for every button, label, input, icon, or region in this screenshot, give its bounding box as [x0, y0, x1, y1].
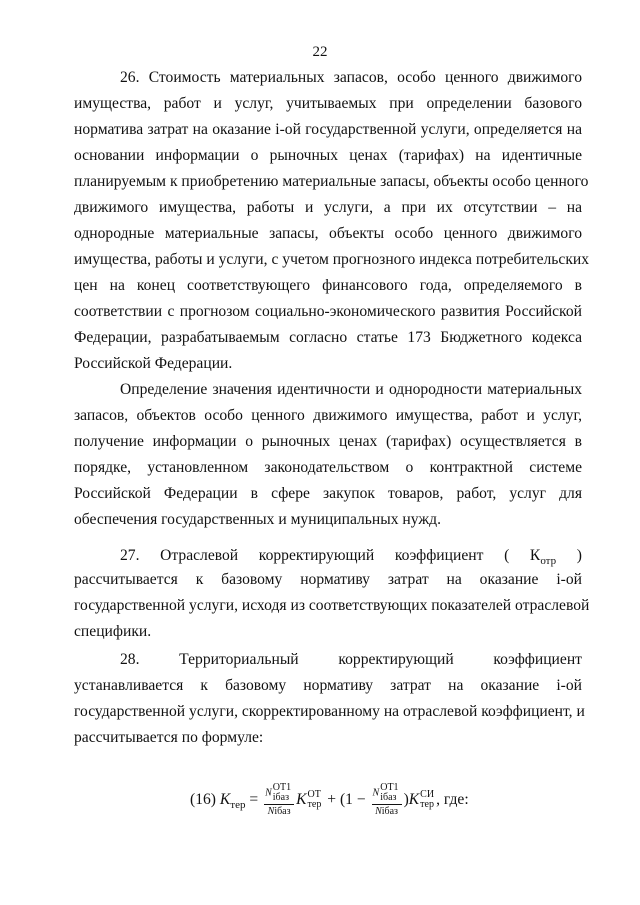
text-line: обеспечения государственных и муниципальных нужд. [74, 511, 441, 528]
formula-fraction-1: N ОТ1 iбаз Niбаз [264, 783, 294, 817]
text-line: норматива затрат на оказание i-ой государственной услуги, определяется на [74, 121, 582, 138]
text-line: имущества, работы и услуги, с учетом прогнозного индекса потребительских [74, 251, 590, 268]
formula-plus-one-minus: + (1 − [327, 791, 366, 808]
para-27-close: ) [576, 547, 582, 564]
page-number: 22 [312, 44, 328, 60]
formula-k-ot: K [296, 791, 307, 808]
text-line: государственной услуги, исходя из соответствующих показателей отраслевой [74, 597, 590, 614]
formula-k-ter: $K_{тер}$ [219, 790, 246, 811]
text-line: Российской Федерации в сфере закупок товаров, работ, услуг для [74, 485, 582, 502]
text-line: Определение значения идентичности и однородности материальных [120, 381, 582, 398]
text-line: цен на конец соответствующего финансового года, определяемого в [74, 277, 582, 294]
text-line: запасов, объектов особо ценного движимого имущества, работ и услуг, [74, 407, 582, 424]
text-line: рассчитывается по формуле: [74, 729, 264, 746]
text-line: планируемым к приобретению материальные запасы, объекты особо ценного [74, 173, 589, 190]
para-27-first-line [120, 546, 582, 567]
text-line: движимого имущества, работы и услуги, а при их отсутствии – на [74, 199, 582, 216]
formula-close-paren: ) [403, 791, 409, 808]
text-line: соответствии с прогнозом социально-экономического развития Российской [74, 303, 582, 320]
text-line: имущества, работ и услуг, учитываемых при определении базового [74, 95, 582, 112]
para-27-lead: 27. Отраслевой корректирующий коэффициент ( [120, 547, 510, 564]
text-line: получение информации о рыночных ценах (тарифах) осуществляется в [74, 433, 582, 450]
formula-k-si: K [408, 791, 420, 808]
formula-label: (16) [190, 791, 216, 808]
text-line: 26. Стоимость материальных запасов, особо ценного движимого [120, 69, 582, 86]
formula-equals: = [249, 791, 259, 808]
text-line: рассчитывается к базовому нормативу затрат на оказание i-ой [74, 571, 582, 588]
text-line: Федерации, разрабатываемым согласно статье 173 Бюджетного кодекса [74, 329, 582, 346]
text-line: однородные материальные запасы, объекты особо ценного движимого [74, 225, 582, 242]
text-line: Российской Федерации. [74, 355, 233, 372]
text-line: основании информации о рыночных ценах (тарифах) на идентичные [74, 147, 582, 164]
k-otr-symbol: $К_{отр}$ [529, 547, 557, 567]
text-line: порядке, установленном законодательством о контрактной системе [74, 459, 582, 476]
formula-k-ot-indices: ОТ тер [307, 789, 322, 810]
formula-k-si-indices: СИ тер [420, 789, 435, 810]
text-line: 28. Территориальный корректирующий коэффициент [120, 651, 582, 668]
formula-tail: , где: [436, 791, 469, 808]
formula-16 [190, 783, 469, 817]
text-line: специфики. [74, 623, 152, 640]
text-line: устанавливается к базовому нормативу затрат на оказание i-ой [74, 677, 582, 694]
formula-fraction-2: N ОТ1 iбаз Niбаз [372, 783, 402, 817]
text-line: государственной услуги, скорректированному на отраслевой коэффициент, и [74, 703, 585, 720]
